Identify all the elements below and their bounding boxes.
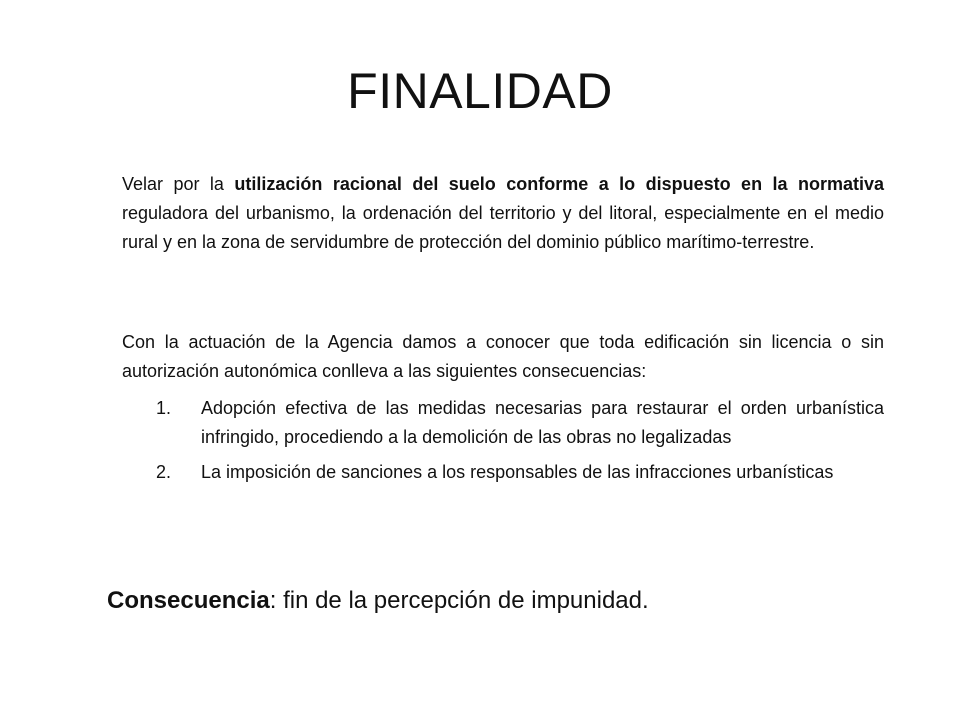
consequences-list	[122, 394, 884, 493]
list-item-number: 2.	[156, 462, 172, 482]
list-item-text: Adopción efectiva de las medidas necesarias para restaurar el orden urbanística infringido, procediendo a la demolición de las obras no legalizadas	[201, 398, 884, 447]
purpose-bold-text: utilización racional del suelo conforme a lo dispuesto en la normativa	[234, 174, 884, 194]
purpose-lead-text: Velar por la	[122, 174, 235, 194]
conclusion-rest-text: : fin de la percepción de impunidad.	[269, 587, 649, 614]
list-item-text: La imposición de sanciones a los responsables de las infracciones urbanísticas	[201, 462, 834, 482]
conclusion-bold-label: Consecuencia	[107, 587, 270, 614]
agency-action-paragraph: Con la actuación de la Agencia damos a conocer que toda edificación sin licencia o sin autorización autonómica conlleva a las siguientes consecuencias:	[122, 332, 884, 381]
list-item-number: 1.	[156, 398, 172, 418]
slide-title: FINALIDAD	[347, 63, 613, 119]
purpose-rest-text: reguladora del urbanismo, la ordenación del territorio y del litoral, especialmente en el medio rural y en la zona de servidumbre de protección del dominio público marítimo-terrestre.	[122, 203, 884, 252]
conclusion-text	[107, 585, 649, 617]
list-item	[122, 458, 884, 487]
list-item	[122, 394, 884, 452]
purpose-paragraph	[122, 170, 884, 257]
